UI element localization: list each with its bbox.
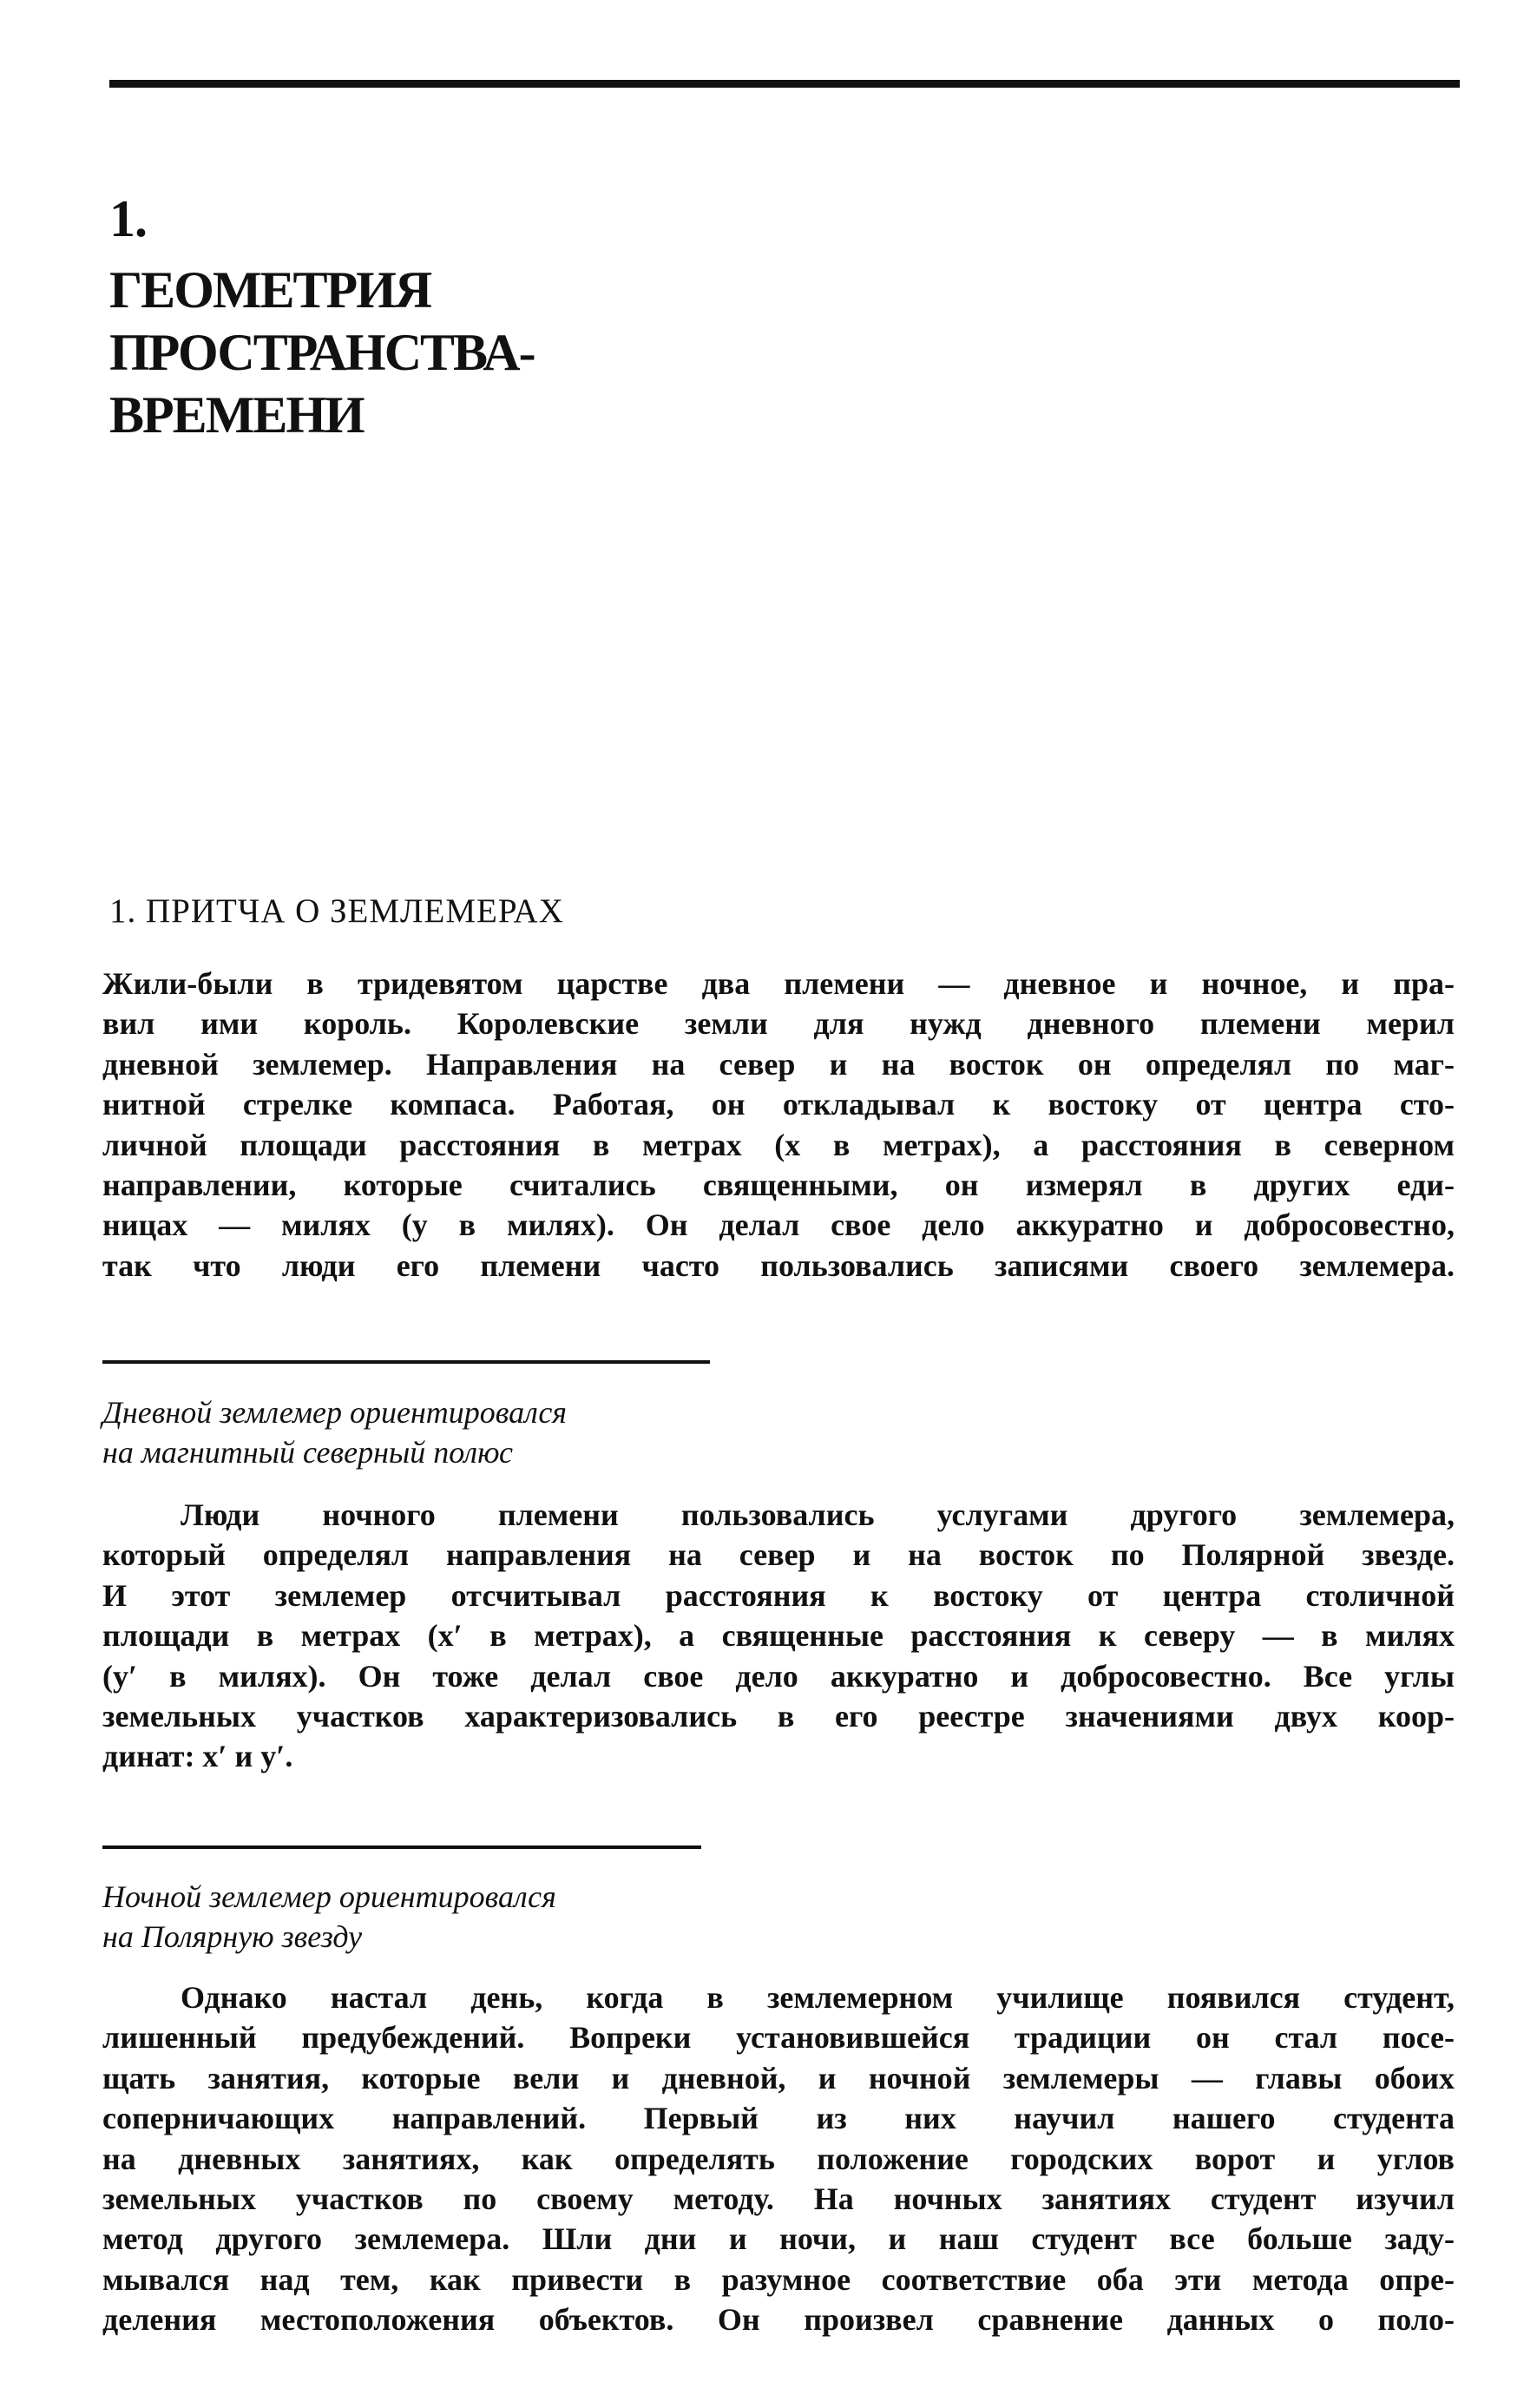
chapter-title-line: ВРЕМЕНИ — [109, 386, 364, 444]
margin-note-line: на магнитный северный полюс — [102, 1435, 513, 1470]
paragraph-line: земельных участков по своему методу. На ночных занятиях студент изучил — [102, 2181, 1455, 2217]
paragraph-line: деления местоположения объектов. Он произвел сравнение данных о поло- — [102, 2302, 1455, 2338]
paragraph-line: Люди ночного племени пользовались услугами другого землемера, — [181, 1497, 1455, 1532]
paragraph-line: так что люди его племени часто пользовались записями своего землемера. — [102, 1247, 1455, 1283]
paragraph-line: И этот землемер отсчитывал расстояния к востоку от центра столичной — [102, 1577, 1455, 1613]
paragraph-line: на дневных занятиях, как определять положение городских ворот и углов — [102, 2141, 1455, 2176]
margin-note-rule — [102, 1360, 710, 1364]
top-rule — [109, 80, 1460, 88]
paragraph-line: земельных участков характеризовались в его реестре значениями двух коор- — [102, 1699, 1455, 1734]
paragraph-line: динат: x′ и y′. — [102, 1739, 293, 1774]
paragraph-line: личной площади расстояния в метрах (x в метрах), а расстояния в северном — [102, 1127, 1455, 1162]
paragraph-line: который определял направления на север и на восток по Полярной звезде. — [102, 1537, 1455, 1573]
chapter-title — [109, 259, 535, 446]
paragraph-line: щать занятия, которые вели и дневной, и ночной землемеры — главы обоих — [102, 2060, 1455, 2095]
paragraph-line: соперничающих направлений. Первый из них научил нашего студента — [102, 2101, 1455, 2136]
section-heading: 1. ПРИТЧА О ЗЕМЛЕМЕРАХ — [109, 892, 564, 930]
paragraph-line: Однако настал день, когда в землемерном училище появился студент, — [181, 1980, 1455, 2015]
paragraph-1 — [102, 964, 1455, 1286]
paragraph-line: (y′ в милях). Он тоже делал свое дело аккуратно и добросовестно. Все углы — [102, 1658, 1455, 1694]
paragraph-line: мывался над тем, как привести в разумное соответствие оба эти метода опре- — [102, 2261, 1455, 2297]
paragraph-line: лишенный предубеждений. Вопреки установившейся традиции он стал посе- — [102, 2020, 1455, 2056]
chapter-number: 1. — [109, 190, 147, 247]
paragraph-line: нитной стрелке компаса. Работая, он откладывал к востоку от центра сто- — [102, 1087, 1455, 1122]
margin-note-line: Ночной землемер ориентировался — [102, 1879, 556, 1914]
paragraph-line: Жили-были в тридевятом царстве два племени — дневное и ночное, и пра- — [102, 966, 1455, 1001]
paragraph-line: ницах — милях (y в милях). Он делал свое дело аккуратно и добросовестно, — [102, 1207, 1455, 1243]
margin-note-line: Дневной землемер ориентировался — [102, 1395, 568, 1430]
paragraph-line: площади в метрах (x′ в метрах), а священные расстояния к северу — в милях — [102, 1618, 1455, 1654]
paragraph-line: направлении, которые считались священными, он измерял в других еди- — [102, 1168, 1455, 1203]
chapter-title-line: ПРОСТРАНСТВА- — [109, 324, 535, 381]
margin-note-line: на Полярную звезду — [102, 1919, 363, 1954]
paragraph-3 — [102, 1977, 1455, 2340]
chapter-title-line: ГЕОМЕТРИЯ — [109, 261, 431, 319]
paragraph-line: дневной землемер. Направления на север и на восток он определял по маг- — [102, 1046, 1455, 1082]
paragraph-line: вил ими король. Королевские земли для нужд дневного племени мерил — [102, 1006, 1455, 1042]
paragraph-line: метод другого землемера. Шли дни и ночи, и наш студент все больше заду- — [102, 2221, 1455, 2257]
margin-note-1 — [102, 1392, 567, 1472]
paragraph-2 — [102, 1495, 1455, 1777]
margin-note-rule — [102, 1845, 701, 1849]
margin-note-2 — [102, 1877, 556, 1957]
